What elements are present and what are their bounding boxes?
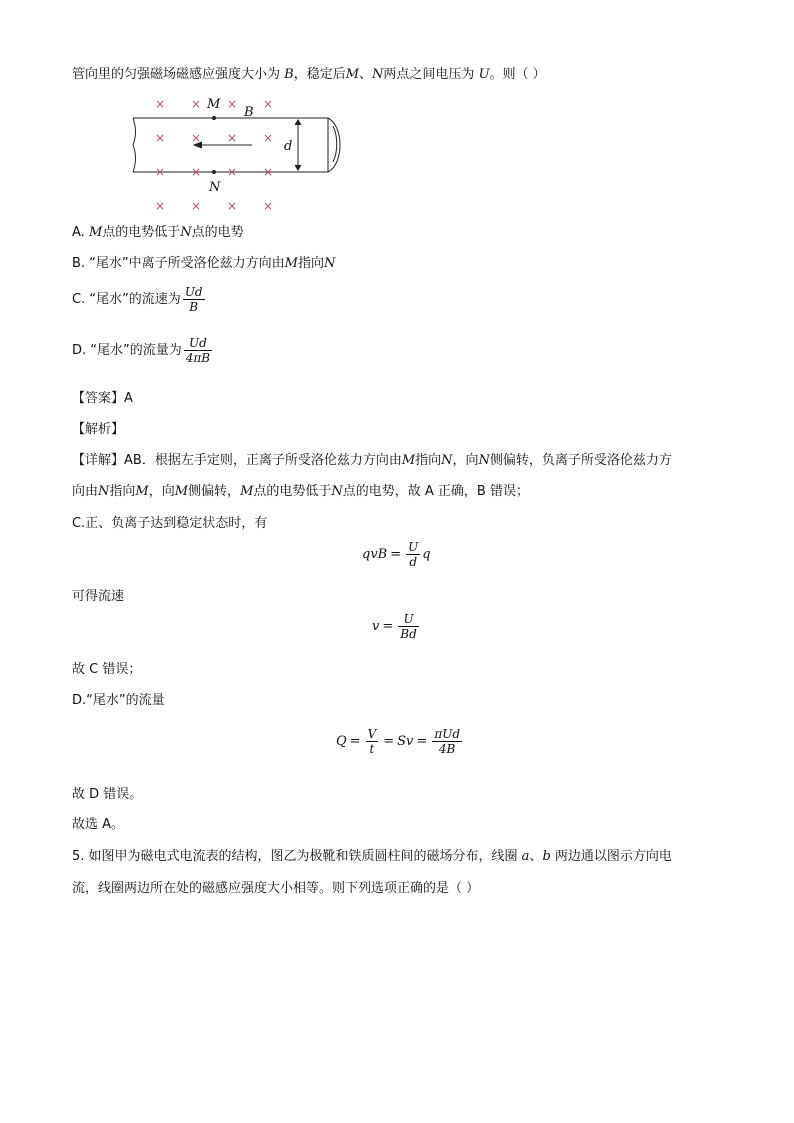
field-cross: × [226,131,238,145]
intro-line [72,66,546,84]
q5-line-2: 流，线圈两边所在处的磁感应强度大小相等。则下列选项正确的是（ ） [72,881,480,896]
option-B: B. “尾水”中离子所受洛伦兹力方向由M指向N [72,256,336,271]
pipe-diagram [128,92,368,217]
d-wrong-line: 故 D 错误。 [72,787,143,802]
field-cross: × [190,199,202,213]
intro-text-4: 两点之间电压为 [383,67,479,82]
field-cross: × [190,131,202,145]
analysis-label: 【解析】 [72,422,125,437]
option-D: D. “尾水”的流量为 $\frac{Ud}{4\pi B}$ [72,336,211,365]
fraction: $\frac{V}{t}$ [367,727,377,756]
label-B: B [244,105,254,120]
field-cross: × [262,97,274,111]
fraction: $\frac{U}{d}$ [408,540,419,569]
field-cross: × [262,199,274,213]
detail-label: 【详解】 [72,453,125,468]
d-line: D.“尾水”的流量 [72,693,165,708]
flow-speed-line: 可得流速 [72,589,125,604]
symbol-N: N [372,67,384,82]
option-A: A. M点的电势低于N点的电势 [72,225,244,240]
symbol-B: B [284,67,294,82]
field-cross: × [154,97,166,111]
field-cross: × [262,131,274,145]
intro-text-1: 管向里的匀强磁场磁感应强度大小为 [72,67,285,82]
pipe-right-cap [328,118,340,172]
symbol-M: M [345,67,360,82]
label-N: N [209,180,221,195]
fraction: $\frac{\text{πUd}}{4B}$ [434,727,460,756]
pipe-left-end [133,118,136,172]
q5-line-1: 5. 如图甲为磁电式电流表的结构，图乙为极靴和铁质圆柱间的磁场分布，线圈 a、b 两边通以图示方向电 [72,849,672,864]
answer-label: 【答案】 [72,391,125,406]
detail-line-2: 向由N指向M，向M侧偏转，M点的电势低于N点的电势，故 A 正确，B 错误； [72,484,529,499]
field-cross: × [262,165,274,179]
field-cross: × [226,97,238,111]
intro-text-2: ，稳定后 [293,67,346,82]
answer-value: A [124,391,133,406]
option-C: C. “尾水”的流速为 $\frac{Ud}{B}$ [72,285,203,314]
label-d: d [284,139,293,154]
field-cross: × [154,131,166,145]
field-cross: × [190,97,202,111]
equation-2: v = $\frac{U}{Bd}$ [372,612,417,641]
c-wrong-line: 故 C 错误； [72,662,142,677]
symbol-U: U [478,67,490,82]
field-cross: × [154,165,166,179]
answer-line [72,390,133,408]
intro-text-3: 、 [359,67,373,82]
equation-1: qvB = $\frac{U}{d}$ q [362,540,431,569]
fraction: $\frac{Ud}{B}$ [184,285,203,314]
field-cross: × [190,165,202,179]
equation-3: Q = $\frac{V}{t}$ = Sv = $\frac{\text{πUd}}{4B}$ [336,727,460,756]
label-M: M [207,97,221,112]
choose-line: 故选 A。 [72,817,125,832]
field-cross: × [226,165,238,179]
c-line: C.正、负离子达到稳定状态时，有 [72,516,268,531]
fraction: $\frac{U}{Bd}$ [400,612,417,641]
detail-line-1: 【详解】AB．根据左手定则，正离子所受洛伦兹力方向由M指向N，向N侧偏转，负离子所受洛伦兹力方 [72,453,672,468]
field-cross: × [226,199,238,213]
fraction: $\frac{Ud}{4\pi B}$ [185,336,211,365]
intro-text-5: 。则（ ） [489,67,546,82]
field-cross: × [154,199,166,213]
point-N [212,170,216,174]
point-M [212,116,216,120]
